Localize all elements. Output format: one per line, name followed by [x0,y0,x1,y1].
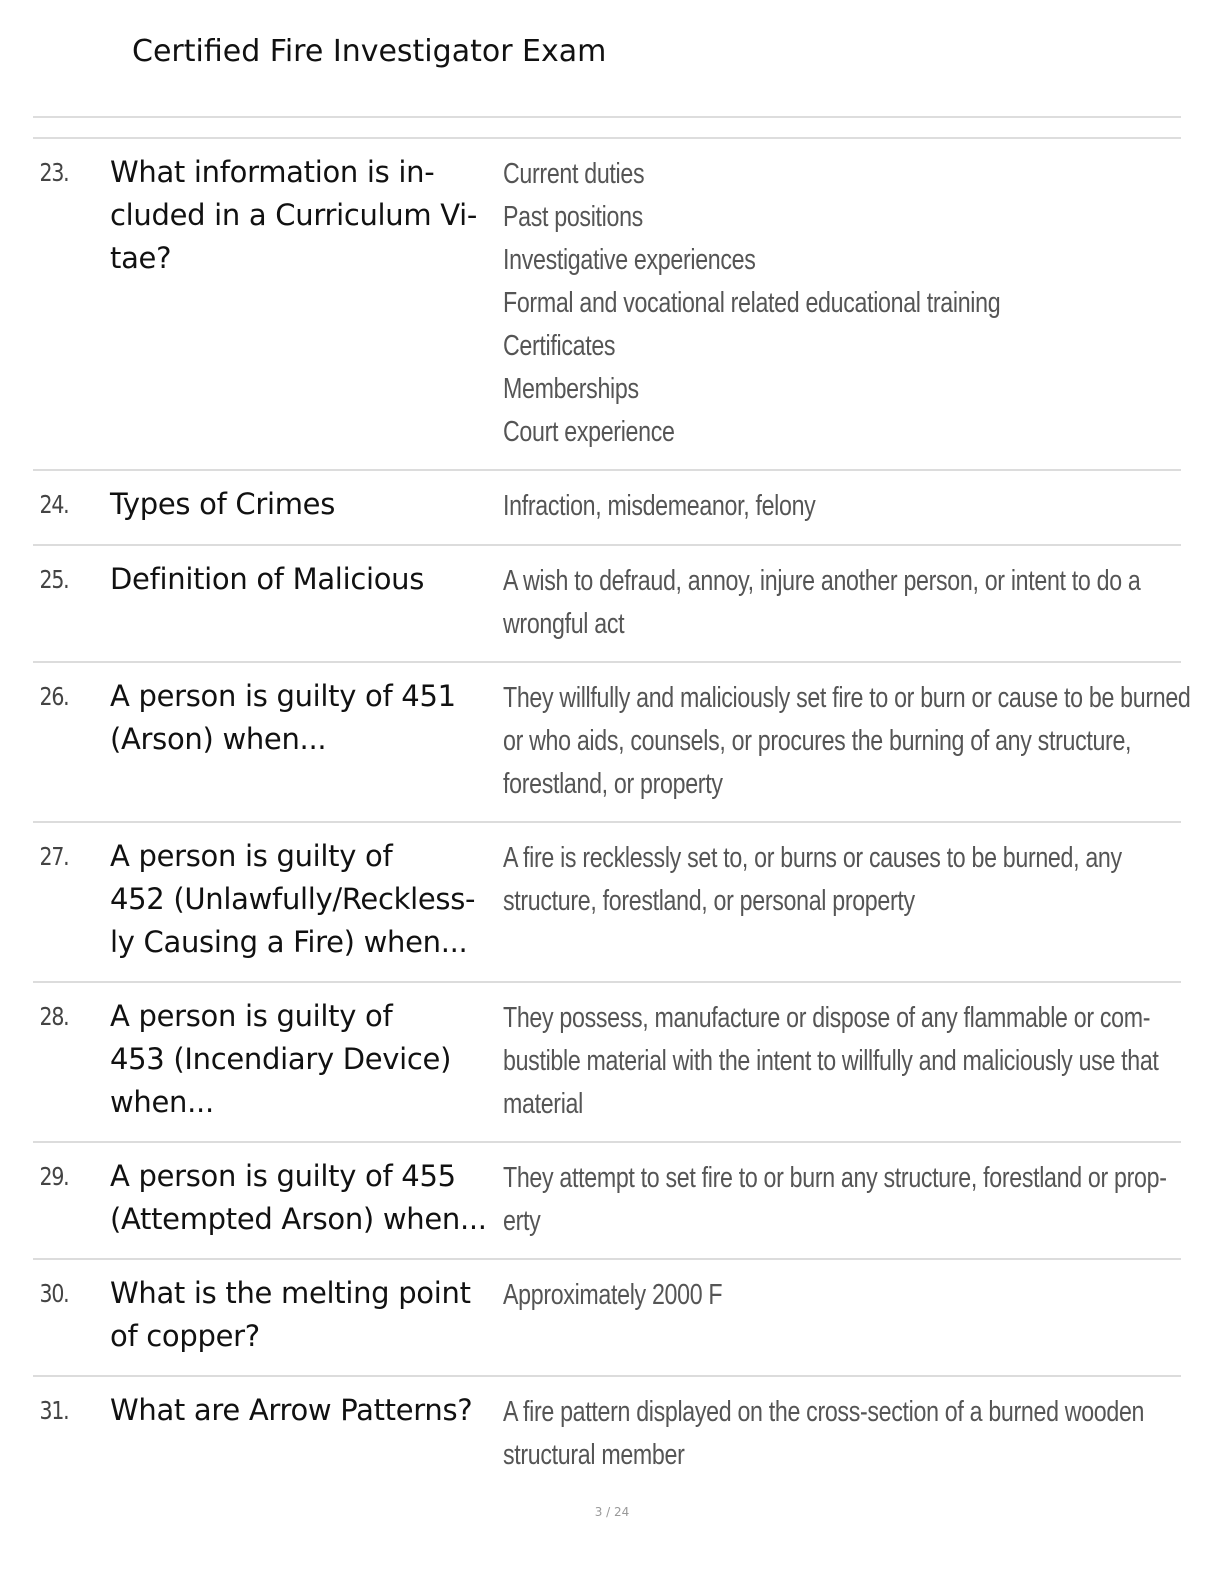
page-number: 3 / 24 [594,1505,630,1519]
definition-line: Current duties [503,158,645,190]
term-line: tae? [110,241,172,275]
card-number: 28. [39,1002,69,1031]
definition-line: They attempt to set fire to or burn any structure, forestland or prop- [503,1162,1167,1194]
term-line: (Attempted Arson) when... [110,1202,487,1236]
definition-line: Court experience [503,416,675,448]
flashcard-row [33,663,1191,823]
definition-line: A fire is recklessly set to, or burns or causes to be burned, any [503,842,1122,874]
card-number: 31. [39,1396,69,1425]
term-line: What is the melting point [110,1276,471,1310]
card-definition [503,1260,1181,1317]
term-line: of copper? [110,1319,260,1353]
definition-line: They possess, manufacture or dispose of any flammable or com- [503,1002,1151,1034]
term-line: Definition of Malicious [110,562,425,596]
card-term [110,1260,503,1358]
definition-line: Memberships [503,373,639,405]
card-definition [503,546,1224,646]
card-number: 27. [39,842,69,871]
card-definition [503,139,1181,454]
card-term [110,823,503,964]
card-term [110,663,503,761]
flashcard-list [33,139,1191,1494]
term-line: A person is guilty of [110,839,393,873]
card-definition [503,471,1181,528]
term-line: (Arson) when... [110,722,327,756]
card-definition [503,1377,1224,1477]
flashcard-row [33,1260,1181,1377]
term-line: 453 (Incendiary Device) [110,1042,452,1076]
card-term [110,546,503,601]
definition-line: structure, forestland, or personal property [503,885,915,917]
flashcard-row [33,983,1181,1143]
term-line: when... [110,1085,214,1119]
term-line: A person is guilty of [110,999,393,1033]
term-line: A person is guilty of 451 [110,679,456,713]
definition-line: Infraction, misdemeanor, felony [503,490,816,522]
header-divider [33,116,1181,118]
card-term [110,471,503,526]
definition-line: structural member [503,1439,685,1471]
card-definition [503,1143,1224,1243]
flashcard-row [33,546,1181,663]
card-term [110,983,503,1124]
card-number: 26. [39,682,69,711]
flashcard-row [33,1143,1181,1260]
definition-line: erty [503,1205,541,1237]
card-number: 23. [39,158,69,187]
definition-line: wrongful act [503,608,625,640]
definition-line: bustible material with the intent to willfully and maliciously use that [503,1045,1159,1077]
card-term [110,1143,503,1241]
definition-line: Certificates [503,330,616,362]
term-line: What are Arrow Patterns? [110,1393,473,1427]
card-term [110,1377,503,1432]
card-number: 24. [39,490,69,519]
term-line: ly Causing a Fire) when... [110,925,468,959]
card-definition [503,823,1224,923]
card-number: 30. [39,1279,69,1308]
definition-line: material [503,1088,583,1120]
definition-line: A wish to defraud, annoy, injure another person, or intent to do a [503,565,1141,597]
card-number: 29. [39,1162,69,1191]
definition-line: A fire pattern displayed on the cross-section of a burned wooden [503,1396,1145,1428]
definition-line: They willfully and maliciously set fire to or burn or cause to be burned [503,682,1191,714]
flashcard-row [33,471,1181,546]
term-line: cluded in a Curriculum Vi- [110,198,478,232]
card-term [110,139,503,280]
term-line: A person is guilty of 455 [110,1159,456,1193]
flashcard-row [33,139,1181,471]
definition-line: forestland, or property [503,768,723,800]
definition-line: Formal and vocational related educational training [503,287,1001,319]
term-line: What information is in- [110,155,435,189]
flashcard-row [33,1377,1181,1494]
definition-line: or who aids, counsels, or procures the burning of any structure, [503,725,1132,757]
term-line: Types of Crimes [110,487,336,521]
card-definition [503,983,1224,1126]
document-title: Certified Fire Investigator Exam [132,34,607,69]
card-number: 25. [39,565,69,594]
card-definition [503,663,1224,806]
flashcard-row [33,823,1181,983]
definition-line: Past positions [503,201,643,233]
term-line: 452 (Unlawfully/Reckless- [110,882,476,916]
definition-line: Approximately 2000 F [503,1279,723,1311]
definition-line: Investigative experiences [503,244,756,276]
